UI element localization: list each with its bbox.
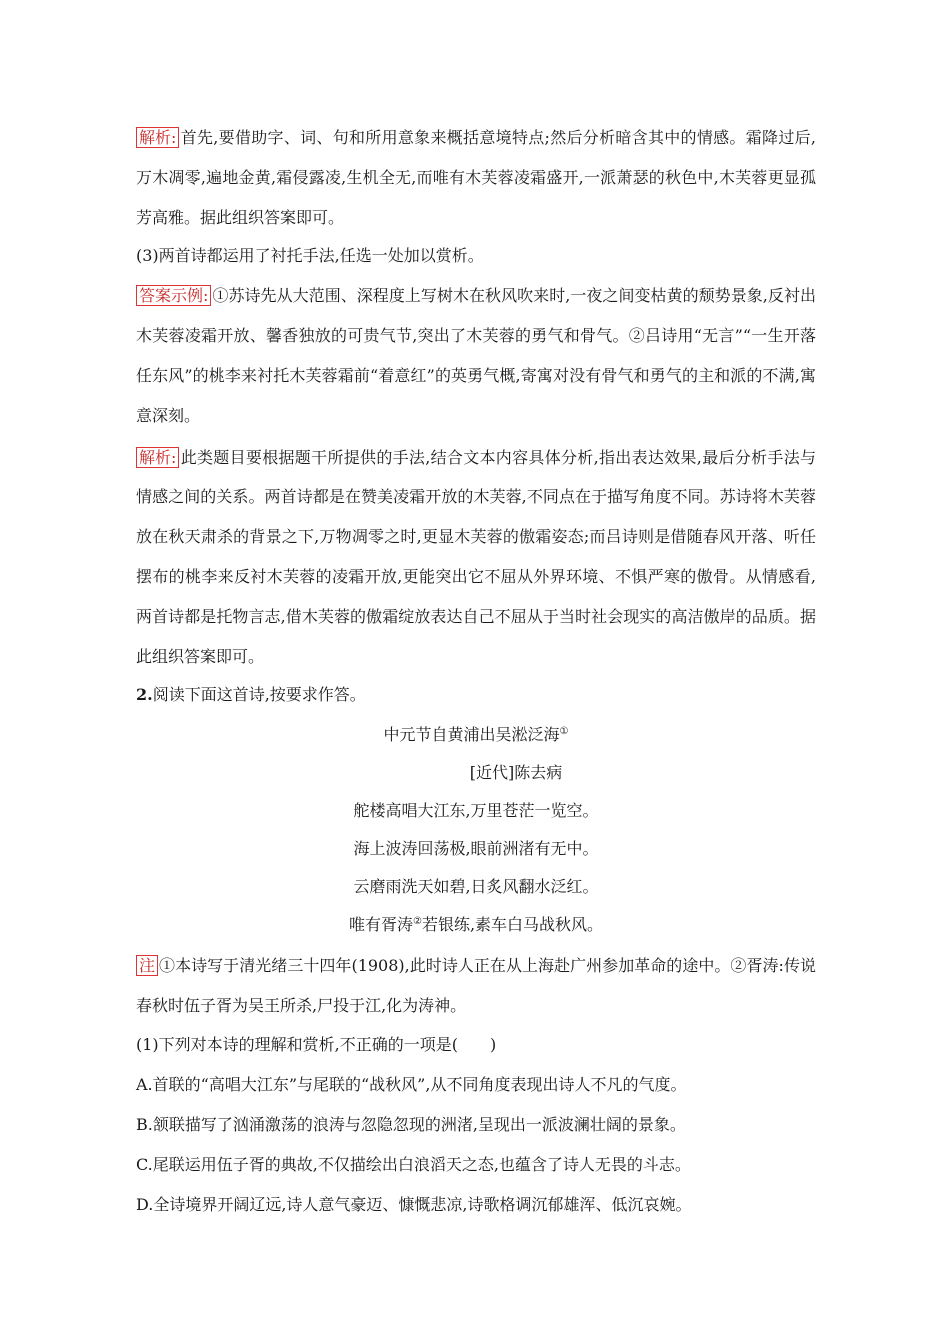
option-b[interactable]: B.颔联描写了汹涌激荡的浪涛与忽隐忽现的洲渚,呈现出一派波澜壮阔的景象。 <box>136 1114 686 1134</box>
option-a[interactable]: A.首联的“高唱大江东”与尾联的“战秋风”,从不同角度表现出诗人不凡的气度。 <box>136 1074 687 1094</box>
analysis-text: 此类题目要根据题干所提供的手法,结合文本内容具体分析,指出表达效果,最后分析手法与情感之间的关系。两首诗都是在赞美凌霜开放的木芙蓉,不同点在于描写角度不同。苏诗将木芙蓉放在秋天肃杀的背景之下,万物凋零之时,更显木芙蓉的傲霜姿态;而吕诗则是借随春风开落、听任摆布的桃李来反衬木芙蓉的凌霜开放,更能突出它不屈从外界环境、不惧严寒的傲骨。从情感看,两首诗都是托物言志,借木芙蓉的傲霜绽放表达自己不屈从于当时社会现实的高洁傲岸的品质。据此组织答案即可。 <box>136 447 816 666</box>
poem-author: [近代]陈去病 <box>469 763 563 783</box>
poem-title <box>136 716 816 753</box>
option-d[interactable]: D.全诗境界开阔辽远,诗人意气豪迈、慷慨悲凉,诗歌格调沉郁雄浑、低沉哀婉。 <box>136 1194 692 1214</box>
footnote-marker: ① <box>559 726 569 738</box>
analysis-paragraph-1 <box>136 118 816 237</box>
poem-line-text: 海上波涛回荡极,眼前洲渚有无中。 <box>353 839 599 859</box>
poem-title-text: 中元节自黄浦出吴淞泛海 <box>383 725 560 745</box>
answer-example-tag: 答案示例: <box>136 285 211 306</box>
option-c[interactable]: C.尾联运用伍子胥的典故,不仅描绘出白浪滔天之态,也蕴含了诗人无畏的斗志。 <box>136 1154 691 1174</box>
note-tag: 注 <box>136 955 158 976</box>
footnote-paragraph <box>136 946 816 1026</box>
footnote-marker: ② <box>412 916 422 928</box>
answer-example-text: ①苏诗先从大范围、深程度上写树木在秋风吹来时,一夜之间变枯黄的颓势景象,反衬出木芙蓉凌霜开放、馨香独放的可贵气节,突出了木芙蓉的勇气和骨气。②吕诗用“无言”“一生开落任东风”的桃李来衬托木芙蓉霜前“着意红”的英勇气概,寄寓对没有骨气和勇气的主和派的不满,寓意深刻。 <box>136 286 816 425</box>
question-number: 2. <box>136 685 153 705</box>
question-2-sub1: (1)下列对本诗的理解和赏析,不正确的一项是( ) <box>136 1034 497 1054</box>
poem-line-text: 舵楼高唱大江东,万里苍茫一览空。 <box>353 801 599 821</box>
question-2-prompt <box>136 676 816 713</box>
analysis-text: 首先,要借助字、词、句和所用意象来概括意境特点;然后分析暗含其中的情感。霜降过后,万木凋零,遍地金黄,霜侵露凌,生机全无,而唯有木芙蓉凌霜盛开,一派萧瑟的秋色中,木芙蓉更显孤芳高雅。据此组织答案即可。 <box>136 128 816 227</box>
poem-line <box>136 792 816 829</box>
footnote-text: ①本诗写于清光绪三十四年(1908),此时诗人正在从上海赴广州参加革命的途中。②胥涛:传说春秋时伍子胥为吴王所杀,尸投于江,化为涛神。 <box>136 956 816 1016</box>
poem-line-text: 云磨雨洗天如碧,日炙风翻水泛红。 <box>353 877 599 897</box>
poem-line <box>136 830 816 867</box>
poem-line-text: 若银练,素车白马战秋风。 <box>421 915 604 935</box>
poem-line <box>136 868 816 905</box>
poem-line-text: 唯有胥涛 <box>348 915 413 935</box>
poem-line <box>136 906 816 943</box>
analysis-paragraph-2 <box>136 438 816 677</box>
analysis-tag: 解析: <box>136 127 179 148</box>
worksheet-page <box>136 118 816 1223</box>
question-3: (3)两首诗都运用了衬托手法,任选一处加以赏析。 <box>136 246 484 266</box>
question-prompt: 阅读下面这首诗,按要求作答。 <box>152 685 366 705</box>
answer-example-paragraph <box>136 276 816 435</box>
analysis-tag: 解析: <box>136 447 179 468</box>
